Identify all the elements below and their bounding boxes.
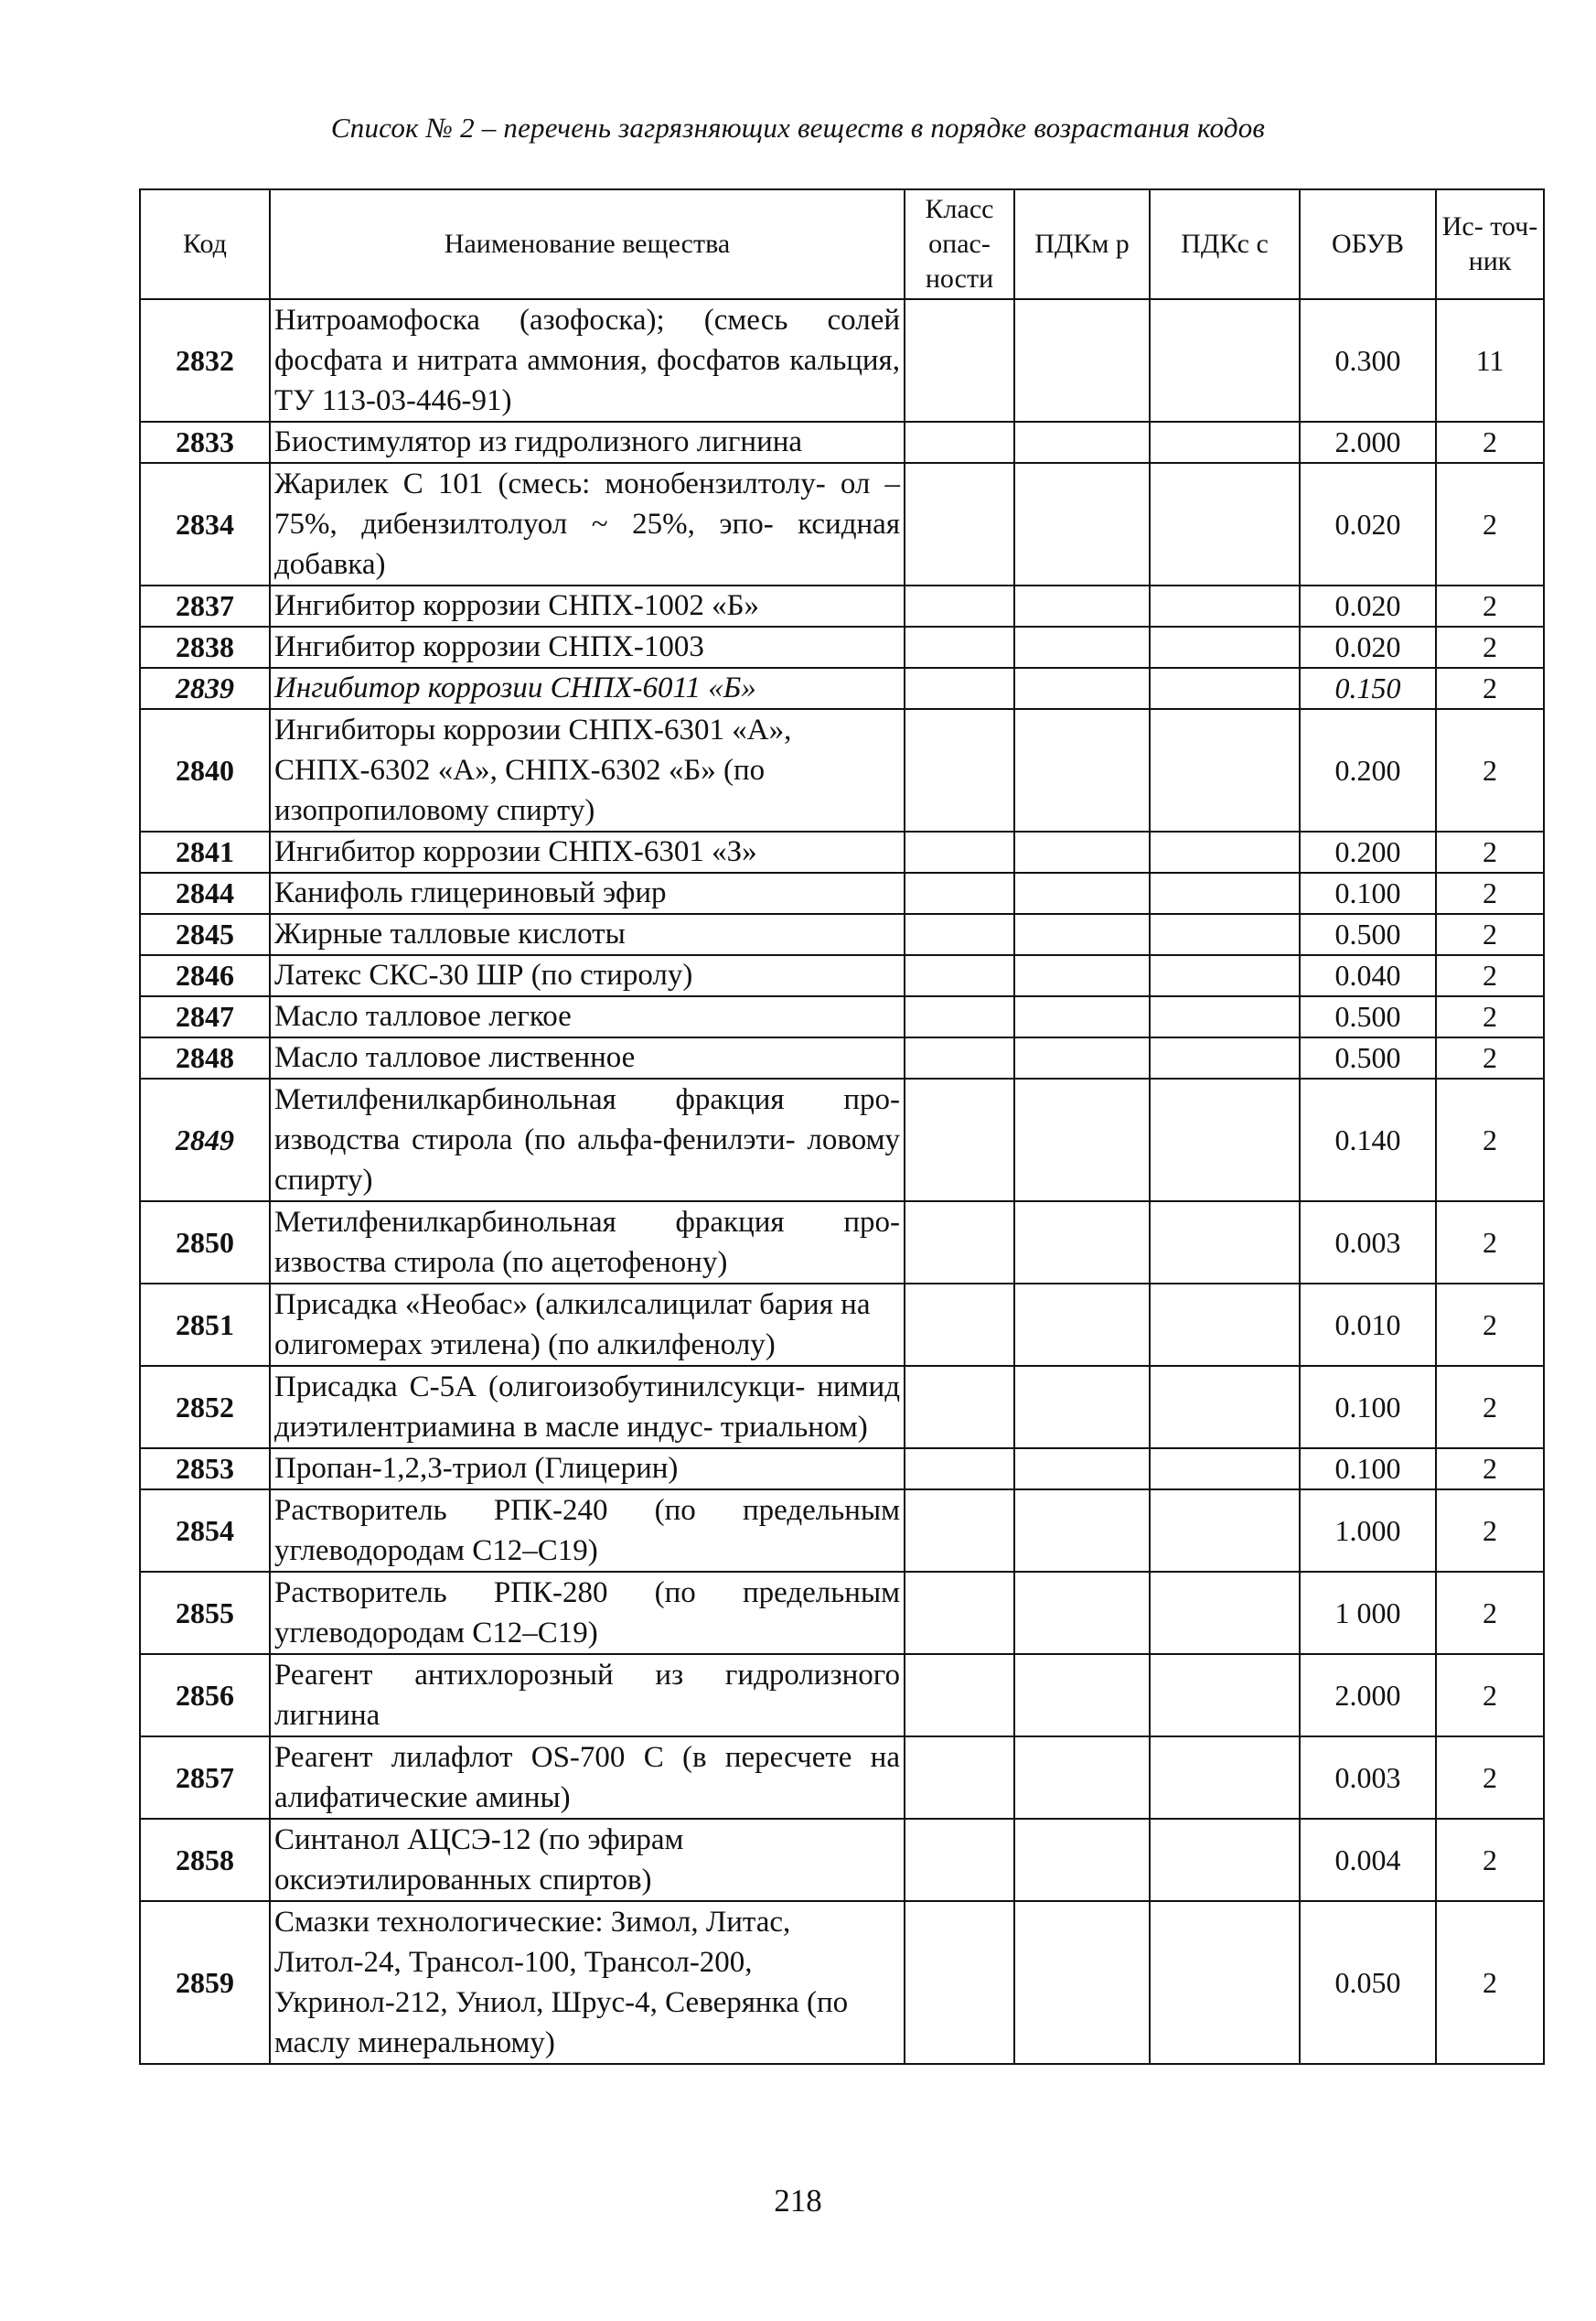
source-cell: 11 bbox=[1436, 299, 1544, 422]
pdk-mr-cell bbox=[1014, 1736, 1150, 1819]
pdk-mr-cell bbox=[1014, 463, 1150, 586]
table-row bbox=[140, 1654, 1544, 1736]
code-cell: 2859 bbox=[140, 1901, 270, 2064]
hazard-class-cell bbox=[905, 299, 1014, 422]
substances-table bbox=[139, 188, 1545, 2065]
hazard-class-cell bbox=[905, 955, 1014, 996]
obuv-cell: 0.500 bbox=[1300, 914, 1436, 955]
table-row bbox=[140, 299, 1544, 422]
pdk-mr-cell bbox=[1014, 1819, 1150, 1901]
code-cell: 2853 bbox=[140, 1448, 270, 1489]
pdk-mr-cell bbox=[1014, 1901, 1150, 2064]
hazard-class-cell bbox=[905, 1572, 1014, 1654]
code-cell: 2848 bbox=[140, 1037, 270, 1079]
pdk-mr-cell bbox=[1014, 1079, 1150, 1201]
code-cell: 2834 bbox=[140, 463, 270, 586]
source-cell: 2 bbox=[1436, 1037, 1544, 1079]
pdk-mr-cell bbox=[1014, 955, 1150, 996]
source-cell: 2 bbox=[1436, 1489, 1544, 1572]
hazard-class-cell bbox=[905, 709, 1014, 832]
table-row bbox=[140, 668, 1544, 709]
hazard-class-cell bbox=[905, 1448, 1014, 1489]
name-cell: Жарилек С 101 (смесь: монобензилтолу- ол – 75%, дибензилтолуол ~ 25%, эпо- ксидная добавка) bbox=[270, 463, 905, 586]
pdk-mr-cell bbox=[1014, 422, 1150, 463]
table-row bbox=[140, 627, 1544, 668]
code-cell: 2850 bbox=[140, 1201, 270, 1284]
name-cell: Реагент лилафлот OS-700 С (в пересчете на алифатические амины) bbox=[270, 1736, 905, 1819]
name-cell: Растворитель РПК-240 (по предельным углеводородам С12–С19) bbox=[270, 1489, 905, 1572]
source-cell: 2 bbox=[1436, 422, 1544, 463]
pdk-mr-cell bbox=[1014, 1489, 1150, 1572]
obuv-cell: 2.000 bbox=[1300, 1654, 1436, 1736]
hazard-class-cell bbox=[905, 627, 1014, 668]
obuv-cell: 0.140 bbox=[1300, 1079, 1436, 1201]
pdk-ss-cell bbox=[1150, 709, 1300, 832]
source-cell: 2 bbox=[1436, 1736, 1544, 1819]
name-cell: Нитроамофоска (азофоска); (смесь солей фосфата и нитрата аммония, фосфатов кальция, ТУ 113-03-446-91) bbox=[270, 299, 905, 422]
table-row bbox=[140, 1819, 1544, 1901]
source-cell: 2 bbox=[1436, 586, 1544, 627]
name-cell: Ингибитор коррозии СНПХ-6011 «Б» bbox=[270, 668, 905, 709]
header-pdk-mr: ПДКм р bbox=[1014, 189, 1150, 299]
obuv-cell: 0.010 bbox=[1300, 1284, 1436, 1366]
header-source: Ис- точ- ник bbox=[1436, 189, 1544, 299]
code-cell: 2854 bbox=[140, 1489, 270, 1572]
name-cell: Канифоль глицериновый эфир bbox=[270, 873, 905, 914]
source-cell: 2 bbox=[1436, 1079, 1544, 1201]
obuv-cell: 0.003 bbox=[1300, 1201, 1436, 1284]
pdk-ss-cell bbox=[1150, 1366, 1300, 1448]
source-cell: 2 bbox=[1436, 996, 1544, 1037]
name-cell: Латекс СКС-30 ШР (по стиролу) bbox=[270, 955, 905, 996]
name-cell: Смазки технологические: Зимол, Литас, Литол-24, Трансол-100, Трансол-200, Укринол-212, Униол, Шрус-4, Северянка (по маслу минеральному) bbox=[270, 1901, 905, 2064]
source-cell: 2 bbox=[1436, 1572, 1544, 1654]
obuv-cell: 0.020 bbox=[1300, 586, 1436, 627]
pdk-mr-cell bbox=[1014, 873, 1150, 914]
hazard-class-cell bbox=[905, 1037, 1014, 1079]
hazard-class-cell bbox=[905, 586, 1014, 627]
name-cell: Пропан-1,2,3-триол (Глицерин) bbox=[270, 1448, 905, 1489]
pdk-mr-cell bbox=[1014, 1037, 1150, 1079]
source-cell: 2 bbox=[1436, 1448, 1544, 1489]
source-cell: 2 bbox=[1436, 709, 1544, 832]
pdk-ss-cell bbox=[1150, 463, 1300, 586]
header-row bbox=[140, 189, 1544, 299]
hazard-class-cell bbox=[905, 1819, 1014, 1901]
pdk-mr-cell bbox=[1014, 1448, 1150, 1489]
name-cell: Масло талловое легкое bbox=[270, 996, 905, 1037]
obuv-cell: 0.150 bbox=[1300, 668, 1436, 709]
table-row bbox=[140, 873, 1544, 914]
pdk-mr-cell bbox=[1014, 1366, 1150, 1448]
pdk-ss-cell bbox=[1150, 1284, 1300, 1366]
pdk-ss-cell bbox=[1150, 1901, 1300, 2064]
code-cell: 2832 bbox=[140, 299, 270, 422]
table-row bbox=[140, 709, 1544, 832]
table-row bbox=[140, 996, 1544, 1037]
source-cell: 2 bbox=[1436, 668, 1544, 709]
pdk-mr-cell bbox=[1014, 627, 1150, 668]
pdk-mr-cell bbox=[1014, 914, 1150, 955]
name-cell: Жирные талловые кислоты bbox=[270, 914, 905, 955]
pdk-mr-cell bbox=[1014, 586, 1150, 627]
pdk-ss-cell bbox=[1150, 1079, 1300, 1201]
code-cell: 2846 bbox=[140, 955, 270, 996]
pdk-ss-cell bbox=[1150, 1654, 1300, 1736]
obuv-cell: 2.000 bbox=[1300, 422, 1436, 463]
hazard-class-cell bbox=[905, 873, 1014, 914]
source-cell: 2 bbox=[1436, 914, 1544, 955]
source-cell: 2 bbox=[1436, 1819, 1544, 1901]
name-cell: Синтанол АЦСЭ-12 (по эфирам оксиэтилированных спиртов) bbox=[270, 1819, 905, 1901]
hazard-class-cell bbox=[905, 1079, 1014, 1201]
code-cell: 2841 bbox=[140, 832, 270, 873]
obuv-cell: 0.200 bbox=[1300, 709, 1436, 832]
obuv-cell: 0.200 bbox=[1300, 832, 1436, 873]
code-cell: 2833 bbox=[140, 422, 270, 463]
obuv-cell: 0.500 bbox=[1300, 996, 1436, 1037]
pdk-mr-cell bbox=[1014, 709, 1150, 832]
name-cell: Масло талловое лиственное bbox=[270, 1037, 905, 1079]
pdk-ss-cell bbox=[1150, 832, 1300, 873]
table-row bbox=[140, 832, 1544, 873]
table-row bbox=[140, 1201, 1544, 1284]
table-row bbox=[140, 422, 1544, 463]
pdk-ss-cell bbox=[1150, 1037, 1300, 1079]
source-cell: 2 bbox=[1436, 1284, 1544, 1366]
obuv-cell: 0.004 bbox=[1300, 1819, 1436, 1901]
obuv-cell: 0.100 bbox=[1300, 1448, 1436, 1489]
source-cell: 2 bbox=[1436, 1201, 1544, 1284]
pdk-ss-cell bbox=[1150, 914, 1300, 955]
source-cell: 2 bbox=[1436, 1901, 1544, 2064]
pdk-ss-cell bbox=[1150, 1736, 1300, 1819]
name-cell: Растворитель РПК-280 (по предельным углеводородам С12–С19) bbox=[270, 1572, 905, 1654]
hazard-class-cell bbox=[905, 832, 1014, 873]
hazard-class-cell bbox=[905, 1201, 1014, 1284]
code-cell: 2839 bbox=[140, 668, 270, 709]
hazard-class-cell bbox=[905, 996, 1014, 1037]
code-cell: 2840 bbox=[140, 709, 270, 832]
name-cell: Метилфенилкарбинольная фракция про- изводства стирола (по альфа-фенилэти- ловому спирту) bbox=[270, 1079, 905, 1201]
obuv-cell: 0.020 bbox=[1300, 463, 1436, 586]
code-cell: 2845 bbox=[140, 914, 270, 955]
name-cell: Ингибиторы коррозии СНПХ-6301 «А», СНПХ-6302 «А», СНПХ-6302 «Б» (по изопропиловому спирту) bbox=[270, 709, 905, 832]
hazard-class-cell bbox=[905, 668, 1014, 709]
code-cell: 2852 bbox=[140, 1366, 270, 1448]
name-cell: Присадка С-5А (олигоизобутинилсукци- нимид диэтилентриамина в масле индус- триальном) bbox=[270, 1366, 905, 1448]
name-cell: Биостимулятор из гидролизного лигнина bbox=[270, 422, 905, 463]
table-row bbox=[140, 955, 1544, 996]
hazard-class-cell bbox=[905, 914, 1014, 955]
hazard-class-cell bbox=[905, 1736, 1014, 1819]
pdk-mr-cell bbox=[1014, 1201, 1150, 1284]
page-number: 218 bbox=[774, 2183, 822, 2219]
pdk-ss-cell bbox=[1150, 996, 1300, 1037]
code-cell: 2855 bbox=[140, 1572, 270, 1654]
table-row bbox=[140, 1284, 1544, 1366]
pdk-ss-cell bbox=[1150, 299, 1300, 422]
pdk-ss-cell bbox=[1150, 1448, 1300, 1489]
code-cell: 2856 bbox=[140, 1654, 270, 1736]
obuv-cell: 0.300 bbox=[1300, 299, 1436, 422]
pdk-ss-cell bbox=[1150, 955, 1300, 996]
source-cell: 2 bbox=[1436, 627, 1544, 668]
pdk-mr-cell bbox=[1014, 299, 1150, 422]
table-row bbox=[140, 1366, 1544, 1448]
source-cell: 2 bbox=[1436, 873, 1544, 914]
source-cell: 2 bbox=[1436, 832, 1544, 873]
pdk-mr-cell bbox=[1014, 1284, 1150, 1366]
name-cell: Метилфенилкарбинольная фракция про- извоства стирола (по ацетофенону) bbox=[270, 1201, 905, 1284]
pdk-mr-cell bbox=[1014, 996, 1150, 1037]
hazard-class-cell bbox=[905, 422, 1014, 463]
pdk-ss-cell bbox=[1150, 1819, 1300, 1901]
hazard-class-cell bbox=[905, 1366, 1014, 1448]
code-cell: 2851 bbox=[140, 1284, 270, 1366]
code-cell: 2849 bbox=[140, 1079, 270, 1201]
page-title: Список № 2 – перечень загрязняющих веществ в порядке возрастания кодов bbox=[330, 112, 1266, 144]
table-row bbox=[140, 1489, 1544, 1572]
hazard-class-cell bbox=[905, 1654, 1014, 1736]
table-row bbox=[140, 1448, 1544, 1489]
obuv-cell: 1 000 bbox=[1300, 1572, 1436, 1654]
table-row bbox=[140, 1736, 1544, 1819]
code-cell: 2847 bbox=[140, 996, 270, 1037]
pdk-ss-cell bbox=[1150, 1201, 1300, 1284]
hazard-class-cell bbox=[905, 1901, 1014, 2064]
pdk-mr-cell bbox=[1014, 832, 1150, 873]
name-cell: Реагент антихлорозный из гидролизного лигнина bbox=[270, 1654, 905, 1736]
obuv-cell: 0.050 bbox=[1300, 1901, 1436, 2064]
table-row bbox=[140, 1037, 1544, 1079]
source-cell: 2 bbox=[1436, 955, 1544, 996]
code-cell: 2838 bbox=[140, 627, 270, 668]
table-row bbox=[140, 1079, 1544, 1201]
code-cell: 2858 bbox=[140, 1819, 270, 1901]
obuv-cell: 0.020 bbox=[1300, 627, 1436, 668]
name-cell: Ингибитор коррозии СНПХ-1003 bbox=[270, 627, 905, 668]
header-name: Наименование вещества bbox=[270, 189, 905, 299]
pdk-ss-cell bbox=[1150, 1489, 1300, 1572]
name-cell: Присадка «Необас» (алкилсалицилат бария на олигомерах этилена) (по алкилфенолу) bbox=[270, 1284, 905, 1366]
header-code: Код bbox=[140, 189, 270, 299]
header-hazard-class: Класс опас- ности bbox=[905, 189, 1014, 299]
source-cell: 2 bbox=[1436, 1654, 1544, 1736]
pdk-ss-cell bbox=[1150, 1572, 1300, 1654]
header-pdk-ss: ПДКс с bbox=[1150, 189, 1300, 299]
table-row bbox=[140, 1901, 1544, 2064]
table-row bbox=[140, 914, 1544, 955]
pdk-mr-cell bbox=[1014, 1654, 1150, 1736]
hazard-class-cell bbox=[905, 1284, 1014, 1366]
table-row bbox=[140, 1572, 1544, 1654]
pdk-ss-cell bbox=[1150, 627, 1300, 668]
obuv-cell: 1.000 bbox=[1300, 1489, 1436, 1572]
obuv-cell: 0.003 bbox=[1300, 1736, 1436, 1819]
header-obuv: ОБУВ bbox=[1300, 189, 1436, 299]
hazard-class-cell bbox=[905, 1489, 1014, 1572]
pdk-mr-cell bbox=[1014, 668, 1150, 709]
obuv-cell: 0.040 bbox=[1300, 955, 1436, 996]
table-row bbox=[140, 463, 1544, 586]
pdk-ss-cell bbox=[1150, 668, 1300, 709]
code-cell: 2837 bbox=[140, 586, 270, 627]
table-row bbox=[140, 586, 1544, 627]
name-cell: Ингибитор коррозии СНПХ-1002 «Б» bbox=[270, 586, 905, 627]
code-cell: 2844 bbox=[140, 873, 270, 914]
obuv-cell: 0.100 bbox=[1300, 873, 1436, 914]
obuv-cell: 0.500 bbox=[1300, 1037, 1436, 1079]
name-cell: Ингибитор коррозии СНПХ-6301 «З» bbox=[270, 832, 905, 873]
pdk-ss-cell bbox=[1150, 422, 1300, 463]
pdk-ss-cell bbox=[1150, 586, 1300, 627]
source-cell: 2 bbox=[1436, 1366, 1544, 1448]
source-cell: 2 bbox=[1436, 463, 1544, 586]
obuv-cell: 0.100 bbox=[1300, 1366, 1436, 1448]
pdk-ss-cell bbox=[1150, 873, 1300, 914]
code-cell: 2857 bbox=[140, 1736, 270, 1819]
pdk-mr-cell bbox=[1014, 1572, 1150, 1654]
hazard-class-cell bbox=[905, 463, 1014, 586]
